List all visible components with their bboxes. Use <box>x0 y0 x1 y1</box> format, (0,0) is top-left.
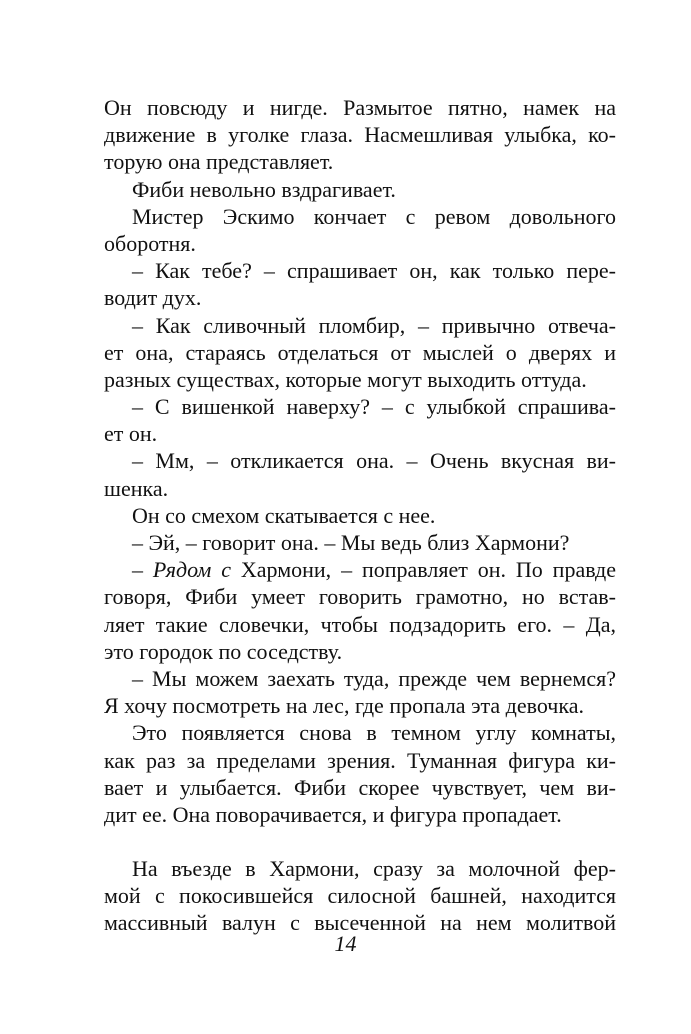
text-line: ляет такие словечки, чтобы подзадорить его. – Да, <box>104 611 616 637</box>
text-line: Фиби невольно вздрагивает. <box>132 176 396 202</box>
text-line: дит ее. Она поворачивается, и фигура пропадает. <box>104 801 562 827</box>
text-line: Мистер Эскимо кончает с ревом довольного <box>132 203 616 229</box>
text-line: это городок по соседству. <box>104 638 343 664</box>
text-line: как раз за пределами зрения. Туманная фигура ки- <box>104 747 616 773</box>
text-line: ет она, стараясь отделаться от мыслей о дверях и <box>104 339 616 365</box>
text-line: движение в уголке глаза. Насмешливая улыбка, ко- <box>104 122 616 148</box>
text-line: оборотня. <box>104 230 196 256</box>
text-line: – Мы можем заехать туда, прежде чем вернемся? <box>132 665 616 691</box>
text-line: Он повсюду и нигде. Размытое пятно, намек на <box>104 95 616 120</box>
text-line: Я хочу посмотреть на лес, где пропала эта девочка. <box>104 693 584 719</box>
text-line: торую она представляет. <box>104 149 334 175</box>
text-line: Он со смехом скатывается с нее. <box>132 502 436 528</box>
text-line: водит дух. <box>104 285 202 311</box>
text-run: Хармони, – поправляет он. По правде <box>231 557 616 583</box>
text-line: вает и улыбается. Фиби скорее чувствует, чем ви- <box>104 774 616 800</box>
text-line: – Мм, – откликается она. – Очень вкусная ви- <box>132 448 616 474</box>
text-line: Это появляется снова в темном углу комнаты, <box>132 720 616 746</box>
text-line-with-italic <box>104 556 616 583</box>
text-line: шенка. <box>104 475 169 501</box>
page-number: 14 <box>334 931 357 956</box>
text-line: На въезде в Хармони, сразу за молочной фер- <box>132 856 616 882</box>
dash: – <box>132 557 153 583</box>
text-line: массивный валун с высеченной на нем молитвой <box>104 910 616 936</box>
text-line: – С вишенкой наверху? – с улыбкой спрашива- <box>132 394 616 420</box>
text-line: говоря, Фиби умеет говорить грамотно, но встав- <box>104 584 616 610</box>
italic-phrase: Рядом с <box>152 557 231 583</box>
page-body <box>104 94 616 937</box>
text-line: – Эй, – говорит она. – Мы ведь близ Хармони? <box>132 530 570 555</box>
text-line: разных существах, которые могут выходить оттуда. <box>104 366 587 392</box>
section-break <box>104 828 616 855</box>
text-line: – Как сливочный пломбир, – привычно отвеча- <box>132 312 616 338</box>
text-line: ет он. <box>104 421 158 447</box>
text-line: мой с покосившейся силосной башней, находится <box>104 883 616 909</box>
text-line: – Как тебе? – спрашивает он, как только пере- <box>132 258 616 284</box>
